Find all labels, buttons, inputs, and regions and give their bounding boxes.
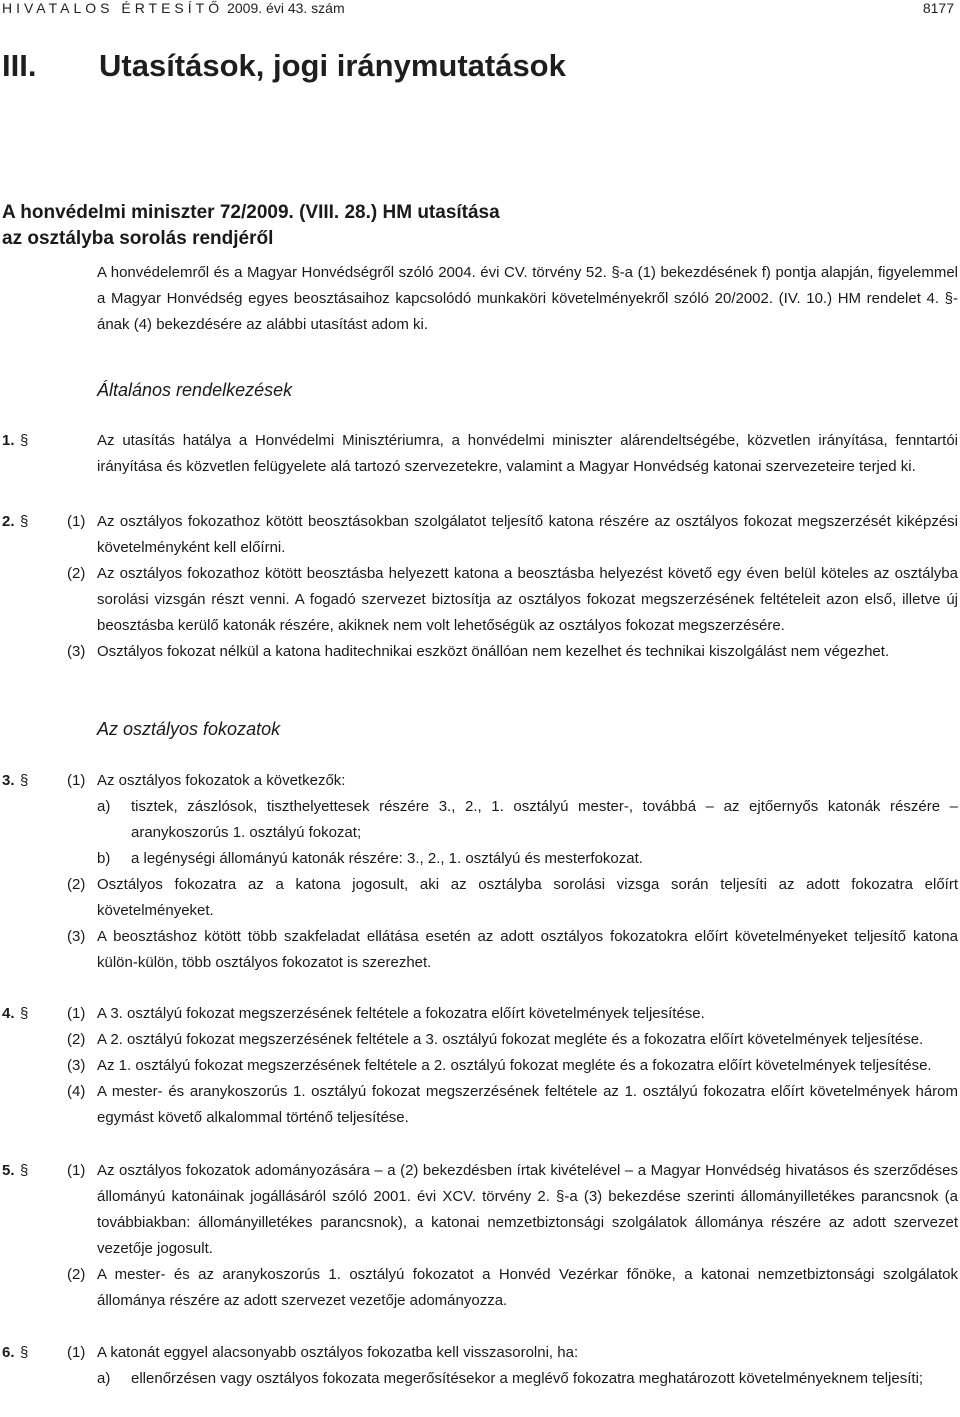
section-6-point-a-text: ellenőrzésen vagy osztályos fokozata megerősítésekor a meglévő fokozatra meghatározott követelményeknem teljesíti;	[131, 1370, 924, 1387]
act-title-line-2: az osztályba sorolás rendjéről	[2, 228, 274, 249]
section-4-p1-text: A 3. osztályú fokozat megszerzésének feltétele a fokozatra előírt követelmények teljesítése.	[97, 1005, 705, 1022]
section-5-p2-mark: (2)	[67, 1266, 86, 1283]
section-5-p1-text: Az osztályos fokozatok adományozására – a (2) bekezdésben írtak kivételével – a Magyar Honvédség hivatásos és szerződéses állományú katonáinak jogállásáról szóló 2001. évi XCV. törvény 2. §-a (3) bekezdése szerinti állományilletékes parancsnok (a továbbiakban: állományilletékes parancsnok), a katonai nemzetbiztonsági szolgálatok állománya részére az adott szervezet vezetője jogosult.	[97, 1162, 958, 1257]
section-6-number: 6.	[2, 1344, 15, 1361]
section-4-p2-text: A 2. osztályú fokozat megszerzésének feltétele a 3. osztályú fokozat megléte és a fokozatra előírt követelmények teljesítése.	[97, 1031, 924, 1048]
section-3-p2-text: Osztályos fokozatra az a katona jogosult, aki az osztályba sorolási vizsga során teljesíti az adott fokozatra előírt követelményeket.	[97, 876, 958, 919]
running-header	[2, 0, 954, 20]
section-3-number: 3.	[2, 772, 15, 789]
section-4-sign: §	[20, 1005, 29, 1022]
section-4-p3-text: Az 1. osztályú fokozat megszerzésének feltétele a 2. osztályú fokozat megléte és a fokozatra előírt követelmények teljesítése.	[97, 1057, 932, 1074]
section-4-number: 4.	[2, 1005, 15, 1022]
section-4-p4-mark: (4)	[67, 1083, 86, 1100]
section-4-p3-mark: (3)	[67, 1057, 86, 1074]
section-2-p1-mark: (1)	[67, 513, 86, 530]
section-3-p3-text: A beosztáshoz kötött több szakfeladat ellátása esetén az adott osztályos fokozatokra előírt követelményeket teljesítő katona külön-külön, több osztályos fokozatot is szerezhet.	[97, 928, 958, 971]
section-3-p2-mark: (2)	[67, 876, 86, 893]
section-6-point-a-mark: a)	[97, 1370, 111, 1387]
section-3-point-a-text: tisztek, zászlósok, tiszthelyettesek részére 3., 2., 1. osztályú mester-, továbbá – az ejtőernyős katonák részére – aranykoszorús 1. osztályú fokozat;	[131, 798, 958, 841]
heading-grades: Az osztályos fokozatok	[97, 719, 281, 739]
section-6-p1-mark: (1)	[67, 1344, 86, 1361]
section-2-p2-text: Az osztályos fokozathoz kötött beosztásba helyezett katona a beosztásba helyezést követő egy éven belül köteles az osztályba sorolási vizsgán részt venni. A fogadó szervezet biztosítja az osztályos fokozat megszerzésének feltételeit azon első, illetve új beosztásba kerülő katonák részére, akiknek nem volt lehetőségük az osztályos fokozat megszerzésére.	[97, 565, 958, 634]
section-3-point-b-mark: b)	[97, 850, 111, 867]
section-3-point-b-text: a legénységi állományú katonák részére: 3., 2., 1. osztályú és mesterfokozat.	[131, 850, 643, 867]
section-3-point-a-mark: a)	[97, 798, 111, 815]
section-1-number: 1.	[2, 432, 15, 449]
section-2-p1-text: Az osztályos fokozathoz kötött beosztásokban szolgálatot teljesítő katona részére az osztályos fokozat megszerzését kiképzési követelményként kell előírni.	[97, 513, 958, 556]
section-2-p3-text: Osztályos fokozat nélkül a katona haditechnikai eszközt önállóan nem kezelhet és technikai kiszolgálást nem végezhet.	[97, 643, 890, 660]
chapter-number: III.	[2, 48, 37, 83]
journal-title: HIVATALOS ÉRTESÍTŐ 2009. évi 43. szám	[2, 0, 345, 16]
section-5-p2-text: A mester- és az aranykoszorús 1. osztályú fokozatot a Honvéd Vezérkar főnöke, a katonai nemzetbiztonsági szolgálatok állománya részére az adott szervezet vezetője adományozza.	[97, 1266, 958, 1309]
section-2-p3-mark: (3)	[67, 643, 86, 660]
preamble: A honvédelemről és a Magyar Honvédségről szóló 2004. évi CV. törvény 52. §-a (1) bekezdésének f) pontja alapján, figyelemmel a Magyar Honvédség egyes beosztásaihoz kapcsolódó munkaköri követelményekről szóló 20/2002. (IV. 10.) HM rendelet 4. §-ának (4) bekezdésére az alábbi utasítást adom ki.	[97, 264, 958, 333]
page-number: 8177	[922, 0, 954, 16]
section-6-p1-text: A katonát eggyel alacsonyabb osztályos fokozatba kell visszasorolni, ha:	[97, 1344, 579, 1361]
section-4-p4-text: A mester- és aranykoszorús 1. osztályú fokozat megszerzésének feltétele az 1. osztályú fokozatra előírt követelmények három egymást követő alkalommal történő teljesítése.	[97, 1083, 958, 1126]
section-2-p2-mark: (2)	[67, 565, 86, 582]
section-5-number: 5.	[2, 1162, 15, 1179]
section-5-p1-mark: (1)	[67, 1162, 86, 1179]
section-1-text: Az utasítás hatálya a Honvédelmi Minisztériumra, a honvédelmi miniszter alárendeltségébe, közvetlen irányítása, fenntartói irányítása és közvetlen felügyelete alá tartozó szervezetekre, valamint a Magyar Honvédség katonai szervezeteire terjed ki.	[97, 432, 958, 475]
section-2-number: 2.	[2, 513, 15, 530]
act-title	[2, 200, 500, 252]
section-6-sign: §	[20, 1344, 29, 1361]
section-3-sign: §	[20, 772, 29, 789]
issue-number: 2009. évi 43. szám	[227, 0, 345, 16]
heading-general-provisions: Általános rendelkezések	[97, 380, 293, 400]
section-3-p1-mark: (1)	[67, 772, 86, 789]
chapter-title	[2, 48, 566, 84]
chapter-name: Utasítások, jogi iránymutatások	[99, 48, 566, 83]
section-1-sign: §	[20, 432, 29, 449]
section-4-p2-mark: (2)	[67, 1031, 86, 1048]
section-3-p1-text: Az osztályos fokozatok a következők:	[97, 772, 346, 789]
section-2-sign: §	[20, 513, 29, 530]
act-title-line-1: A honvédelmi miniszter 72/2009. (VIII. 28.) HM utasítása	[2, 202, 500, 223]
section-3-p3-mark: (3)	[67, 928, 86, 945]
section-4-p1-mark: (1)	[67, 1005, 86, 1022]
section-5-sign: §	[20, 1162, 29, 1179]
